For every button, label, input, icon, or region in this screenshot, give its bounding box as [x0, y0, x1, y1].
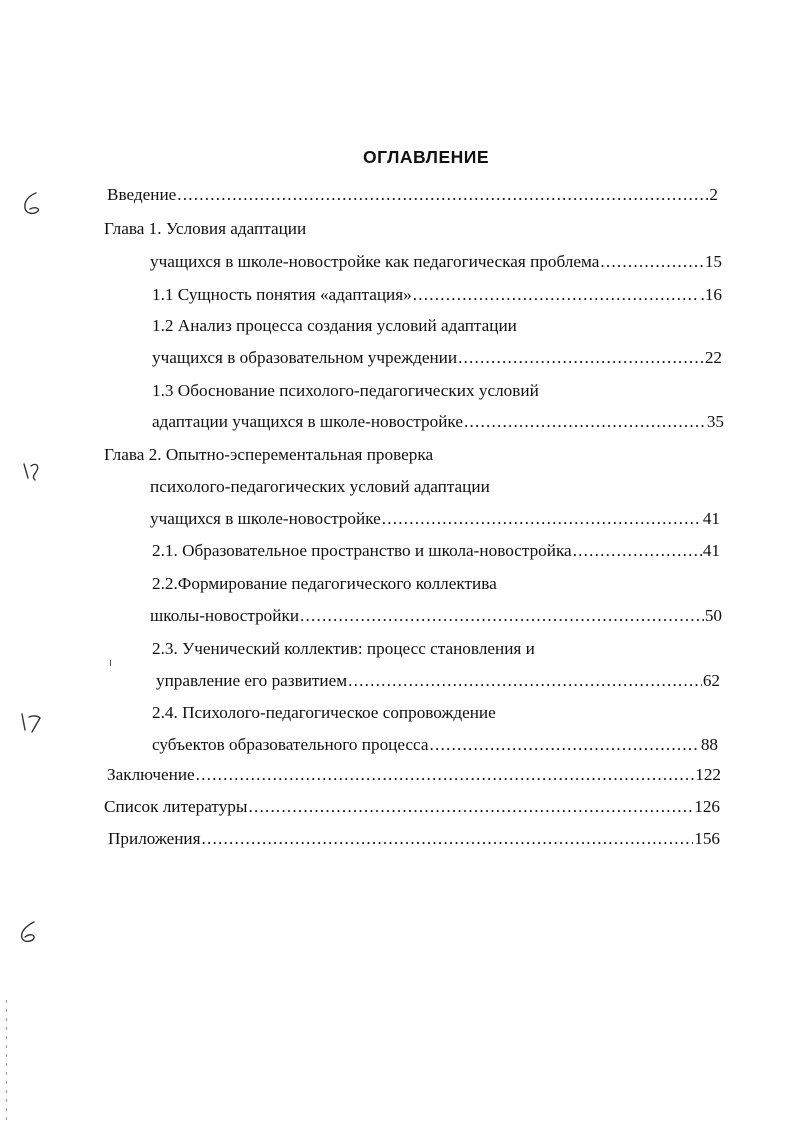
- dot-leader: [248, 797, 693, 817]
- toc-section-2-3-heading: [152, 639, 535, 659]
- toc-entry-text: 1.2 Анализ процесса создания условий адаптации: [152, 316, 517, 335]
- scan-edge-artifact: [6, 1000, 7, 1120]
- handwritten-mark-17: [18, 708, 46, 738]
- toc-page-number: .16: [700, 285, 722, 304]
- toc-chapter-1-heading: [104, 219, 306, 239]
- dot-leader: [348, 671, 702, 691]
- toc-page-number: 41: [702, 509, 720, 528]
- toc-entry-conclusion: [107, 765, 721, 785]
- toc-entry-chapter-1: [150, 252, 722, 272]
- toc-entry-text: субъектов образовательного процесса: [152, 735, 429, 754]
- toc-entry-section-2-2: [150, 606, 722, 626]
- dot-leader: [458, 348, 704, 368]
- toc-entry-appendices: [108, 829, 720, 849]
- toc-entry-text: 1.1 Сущность понятия «адаптация»: [152, 285, 412, 304]
- toc-entry-text: 2.1. Образовательное пространство и школа-новостройка: [152, 541, 572, 560]
- toc-entry-text: Глава 1. Условия адаптации: [104, 219, 307, 238]
- toc-section-1-2-heading: [152, 316, 517, 336]
- dot-leader: [202, 829, 694, 849]
- toc-section-2-2-heading: [152, 574, 497, 594]
- toc-entry-text: 1.3 Обоснование психолого-педагогических условий: [152, 381, 539, 400]
- toc-entry-text: Заключение: [107, 765, 195, 784]
- toc-page-number: 22: [704, 348, 722, 367]
- dot-leader: [382, 509, 702, 529]
- dot-leader: [600, 252, 703, 272]
- dot-leader: [177, 185, 708, 205]
- page-title: ОГЛАВЛЕНИЕ: [362, 147, 490, 167]
- stray-tick-mark: [110, 660, 111, 666]
- toc-entry-section-1-2: [152, 348, 722, 368]
- toc-page-number: 126: [694, 797, 720, 816]
- toc-entry-introduction: [107, 185, 718, 205]
- toc-entry-section-1-1: [152, 285, 722, 305]
- toc-entry-section-2-1: [152, 541, 720, 561]
- toc-entry-text: управление его развитием: [156, 671, 348, 690]
- dot-leader: [196, 765, 695, 785]
- toc-entry-section-1-3: [152, 412, 724, 432]
- toc-entry-text: Список литературы: [104, 797, 248, 816]
- toc-entry-bibliography: [104, 797, 720, 817]
- toc-entry-text: 2.4. Психолого-педагогическое сопровождение: [152, 703, 496, 722]
- dot-leader: [573, 541, 702, 561]
- toc-entry-text: Глава 2. Опытно-эсперементальная проверка: [104, 445, 434, 464]
- dot-leader: [300, 606, 704, 626]
- dot-leader: [413, 285, 700, 305]
- toc-entry-text: 2.3. Ученический коллектив: процесс становления и: [152, 639, 535, 658]
- toc-entry-text: учащихся в школе-новостройке как педагогическая проблема: [150, 252, 600, 271]
- toc-page-number: 50: [704, 606, 722, 625]
- toc-page-number: 15: [704, 252, 722, 271]
- toc-entry-section-2-4: [152, 735, 718, 755]
- toc-entry-text: школы-новостройки: [150, 606, 300, 625]
- toc-page-number: 156: [694, 829, 720, 848]
- toc-page-number: 35: [706, 412, 724, 431]
- toc-page-number: 2: [709, 185, 718, 204]
- toc-entry-text: 2.2.Формирование педагогического коллектива: [152, 574, 497, 593]
- toc-entry-text: учащихся в образовательном учреждении: [152, 348, 458, 367]
- toc-page-number: 88: [700, 735, 718, 754]
- toc-entry-text: Введение: [107, 185, 177, 204]
- toc-chapter-2-heading-line-2: [150, 477, 490, 497]
- toc-entry-chapter-2: [150, 509, 720, 529]
- toc-entry-text: учащихся в школе-новостройке: [150, 509, 381, 528]
- handwritten-mark-6-bottom: [14, 918, 42, 948]
- dot-leader: [464, 412, 706, 432]
- toc-entry-text: психолого-педагогических условий адаптации: [150, 477, 490, 496]
- toc-page-number: 62: [702, 671, 720, 690]
- toc-section-1-3-heading: [152, 381, 539, 401]
- toc-entry-text: Приложения: [108, 829, 201, 848]
- toc-page-number: 41: [702, 541, 720, 560]
- toc-chapter-2-heading: [104, 445, 433, 465]
- toc-page-number: 122: [695, 765, 721, 784]
- toc-entry-section-2-3: [156, 671, 720, 691]
- dot-leader: [430, 735, 700, 755]
- toc-section-2-4-heading: [152, 703, 496, 723]
- handwritten-mark-6: [18, 190, 44, 220]
- toc-entry-text: адаптации учащихся в школе-новостройке: [152, 412, 463, 431]
- handwritten-mark-14: [20, 458, 46, 488]
